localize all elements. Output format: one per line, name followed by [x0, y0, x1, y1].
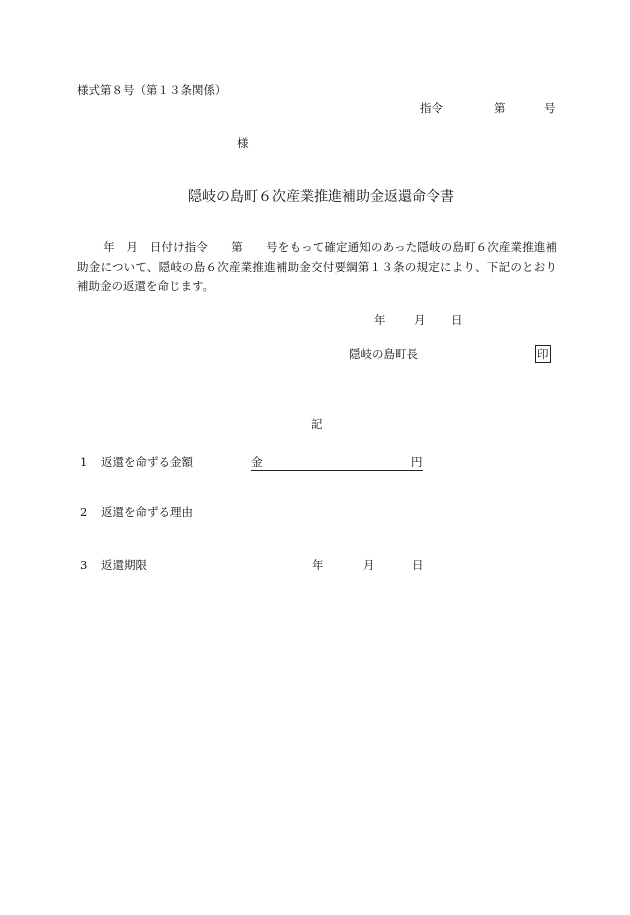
- date-day: 日: [451, 313, 463, 327]
- item-1-label: 返還を命ずる金額: [101, 455, 193, 469]
- reference-prefix: 指令: [420, 101, 443, 115]
- seal-mark: 印: [537, 347, 549, 361]
- reference-go: 号: [544, 101, 556, 115]
- reference-dai: 第: [494, 101, 506, 115]
- deadline-month: 月: [363, 558, 375, 572]
- body-text: 年 月 日付け指令 第 号をもって確定通知のあった隠岐の島町６次産業推進補助金について、隠岐の島６次産業推進補助金交付要綱第１３条の規定により、下記のとおり補助金の返還を命じます。: [77, 240, 557, 293]
- ki-heading: 記: [311, 417, 323, 431]
- form-number: 様式第８号（第１３条関係）: [77, 83, 227, 97]
- amount-prefix: 金: [251, 455, 263, 469]
- date-year: 年: [374, 313, 386, 327]
- date-month: 月: [414, 313, 426, 327]
- amount-suffix: 円: [411, 455, 423, 469]
- item-1-number: 1: [80, 455, 88, 469]
- amount-field: [251, 454, 423, 471]
- issuer: 隠岐の島町長: [349, 347, 418, 361]
- addressee-suffix: 様: [237, 136, 249, 150]
- item-3-number: 3: [80, 558, 88, 572]
- item-2-label: 返還を命ずる理由: [101, 505, 193, 519]
- item-2-number: 2: [80, 505, 88, 519]
- item-3-label: 返還期限: [101, 558, 147, 572]
- deadline-day: 日: [412, 558, 424, 572]
- body-paragraph: [77, 238, 557, 297]
- deadline-year: 年: [312, 558, 324, 572]
- document-title: 隠岐の島町６次産業推進補助金返還命令書: [188, 189, 454, 205]
